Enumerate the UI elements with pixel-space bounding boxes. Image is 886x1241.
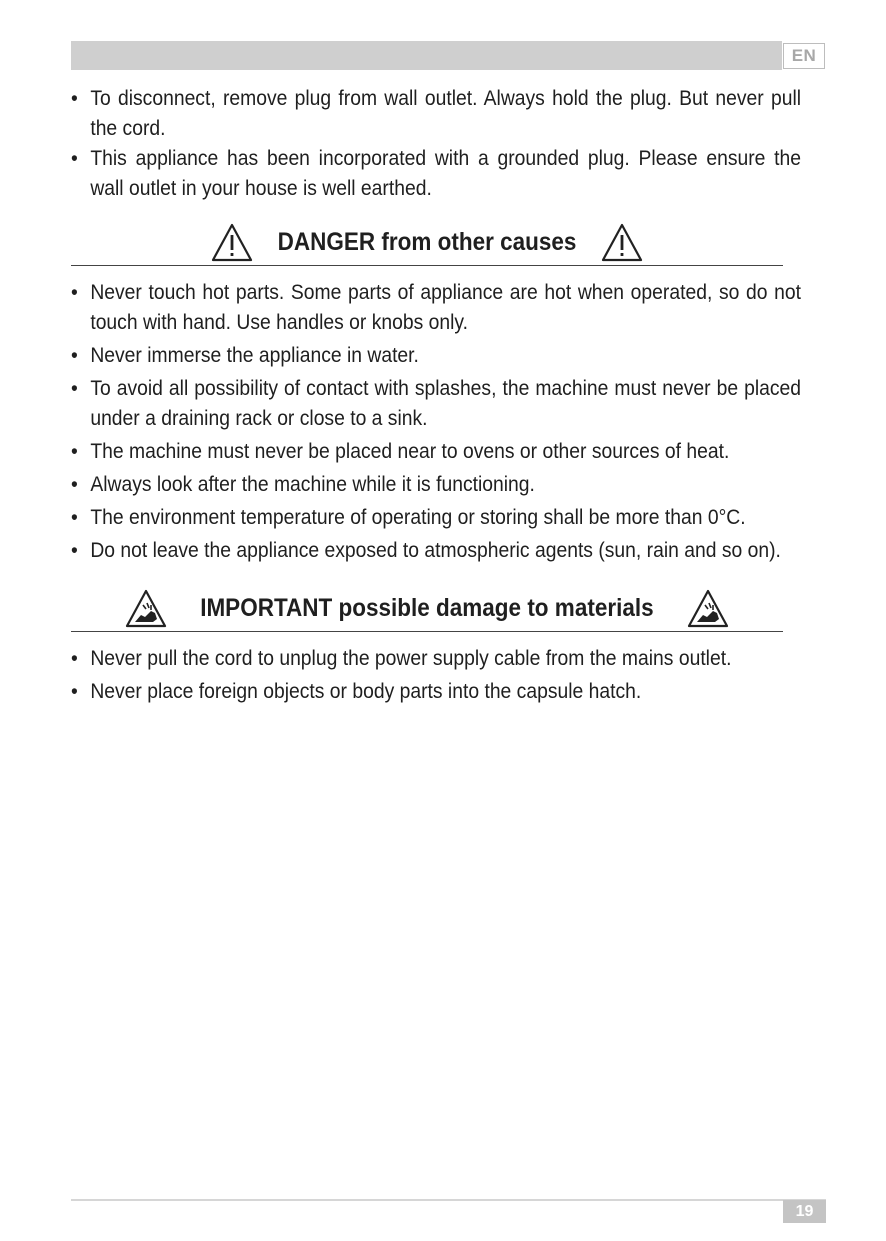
list-item	[71, 470, 801, 500]
list-item	[71, 144, 801, 204]
list-item-text: Always look after the machine while it is functioning.	[90, 473, 535, 496]
list-item	[71, 677, 801, 707]
list-item	[71, 644, 801, 674]
list-item	[71, 84, 801, 144]
list-item-text: The environment temperature of operating or storing shall be more than 0°C.	[90, 506, 746, 529]
danger-bullet-list	[71, 278, 802, 569]
footer-divider	[71, 1199, 826, 1201]
page-number: 19	[783, 1200, 826, 1223]
bullet-mark: •	[71, 506, 78, 529]
list-item-text: To avoid all possibility of contact with splashes, the machine must never be placed under a draining rack or close to a sink.	[90, 377, 802, 430]
warning-triangle-hand-icon	[687, 589, 729, 629]
warning-triangle-exclamation-icon	[211, 223, 253, 263]
list-item-text: Never pull the cord to unplug the power supply cable from the mains outlet.	[90, 647, 732, 670]
warning-triangle-exclamation-icon	[601, 223, 643, 263]
danger-section-heading	[71, 220, 783, 266]
intro-bullet-list	[71, 84, 802, 204]
list-item	[71, 278, 801, 338]
warning-triangle-hand-icon	[125, 589, 167, 629]
bullet-mark: •	[71, 87, 78, 110]
bullet-mark: •	[71, 647, 78, 670]
bullet-mark: •	[71, 344, 78, 367]
list-item-text: The machine must never be placed near to ovens or other sources of heat.	[90, 440, 730, 463]
list-item-text: To disconnect, remove plug from wall outlet. Always hold the plug. But never pull the cord.	[90, 87, 802, 140]
list-item	[71, 536, 801, 566]
list-item	[71, 437, 801, 467]
important-bullet-list	[71, 644, 783, 710]
list-item-text: Do not leave the appliance exposed to atmospheric agents (sun, rain and so on).	[90, 539, 781, 562]
bullet-mark: •	[71, 281, 78, 304]
bullet-mark: •	[71, 473, 78, 496]
list-item-text: Never place foreign objects or body parts into the capsule hatch.	[90, 680, 642, 703]
bullet-mark: •	[71, 440, 78, 463]
list-item-text: Never immerse the appliance in water.	[90, 344, 419, 367]
list-item	[71, 503, 801, 533]
bullet-mark: •	[71, 539, 78, 562]
header-bar	[71, 41, 782, 70]
bullet-mark: •	[71, 377, 78, 400]
bullet-mark: •	[71, 147, 78, 170]
list-item-text: This appliance has been incorporated with a grounded plug. Please ensure the wall outlet in your house is well earthed.	[90, 147, 802, 200]
bullet-mark: •	[71, 680, 78, 703]
list-item-text: Never touch hot parts. Some parts of appliance are hot when operated, so do not touch with hand. Use handles or knobs only.	[90, 281, 802, 334]
language-tab: EN	[783, 43, 825, 69]
section-title: DANGER from other causes	[277, 228, 577, 256]
list-item	[71, 374, 801, 434]
section-title: IMPORTANT possible damage to materials	[200, 594, 654, 622]
list-item	[71, 341, 801, 371]
important-section-heading	[71, 586, 783, 632]
